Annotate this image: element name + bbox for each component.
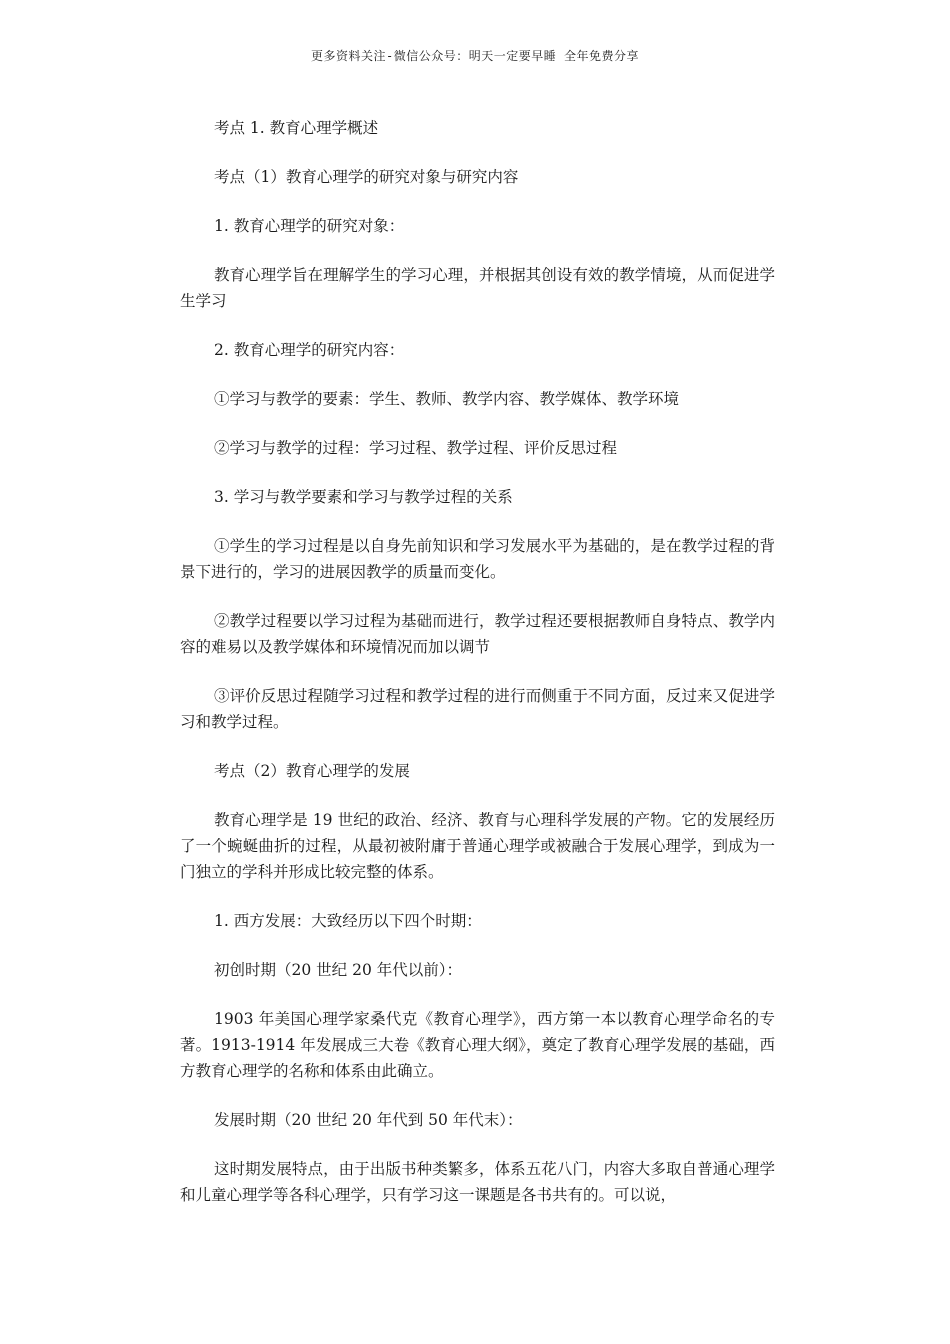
heading-research-object: 1. 教育心理学的研究对象： — [214, 217, 405, 235]
period-heading: 初创时期（20 世纪 20 年代以前）： — [214, 961, 462, 979]
section-title: 考点 1. 教育心理学概述 — [214, 119, 379, 137]
document-body — [180, 115, 775, 1231]
list-item: ①学习与教学的要素：学生、教师、教学内容、教学媒体、教学环境 — [214, 390, 680, 408]
paragraph: 1903 年美国心理学家桑代克《教育心理学》，西方第一本以教育心理学命名的专著。1913-1914 年发展成三大卷《教育心理大纲》，奠定了教育心理学发展的基础，西方教育心理学的名称和体系由此确立。 — [180, 1010, 775, 1080]
list-item: ③评价反思过程随学习过程和教学过程的进行而侧重于不同方面，反过来又促进学习和教学过程。 — [180, 687, 775, 731]
paragraph: 教育心理学是 19 世纪的政治、经济、教育与心理科学发展的产物。它的发展经历了一个蜿蜒曲折的过程，从最初被附庸于普通心理学或被融合于发展心理学，到成为一门独立的学科并形成比较完整的体系。 — [180, 811, 775, 881]
list-item: ①学生的学习过程是以自身先前知识和学习发展水平为基础的，是在教学过程的背景下进行的，学习的进展因教学的质量而变化。 — [180, 537, 775, 581]
subsection-title: 考点（2）教育心理学的发展 — [214, 762, 410, 780]
paragraph: 这时期发展特点，由于出版书种类繁多，体系五花八门，内容大多取自普通心理学和儿童心理学等各科心理学，只有学习这一课题是各书共有的。可以说， — [180, 1160, 775, 1204]
list-item: ②学习与教学的过程：学习过程、教学过程、评价反思过程 — [214, 439, 618, 457]
paragraph: 教育心理学旨在理解学生的学习心理，并根据其创设有效的教学情境，从而促进学生学习 — [180, 266, 775, 310]
period-heading: 发展时期（20 世纪 20 年代到 50 年代末）： — [214, 1111, 523, 1129]
heading-research-content: 2. 教育心理学的研究内容： — [214, 341, 405, 359]
page-header: 更多资料关注-微信公众号：明天一定要早睡 全年免费分享 — [311, 49, 639, 63]
heading-relationship: 3. 学习与教学要素和学习与教学过程的关系 — [214, 488, 513, 506]
subsection-title: 考点（1）教育心理学的研究对象与研究内容 — [214, 168, 519, 186]
list-item: ②教学过程要以学习过程为基础而进行，教学过程还要根据教师自身特点、教学内容的难易以及教学媒体和环境情况而加以调节 — [180, 612, 775, 656]
heading-western-development: 1. 西方发展：大致经历以下四个时期： — [214, 912, 482, 930]
